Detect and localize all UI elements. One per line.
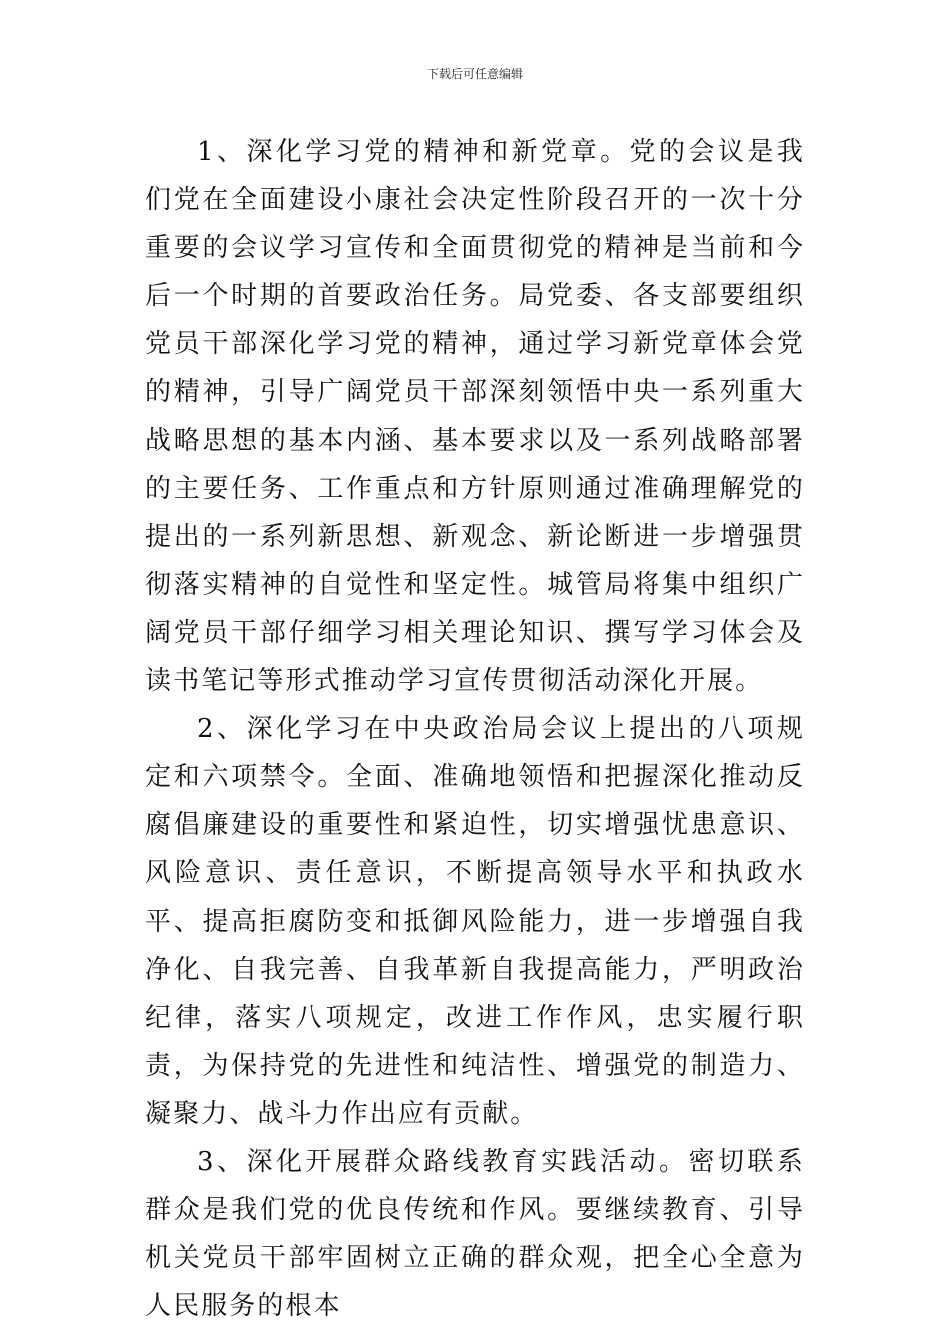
paragraph-2: 2、深化学习在中央政治局会议上提出的八项规定和六项禁令。全面、准确地领悟和把握深化推动反腐倡廉建设的重要性和紧迫性，切实增强忧患意识、风险意识、责任意识，不断提高领导水平和执政水平、提高拒腐防变和抵御风险能力，进一步增强自我净化、自我完善、自我革新自我提高能力，严明政治纪律，落实八项规定，改进工作作风，忠实履行职责，为保持党的先进性和纯洁性、增强党的制造力、凝聚力、战斗力作出应有贡献。 xyxy=(145,714,805,1129)
document-body xyxy=(145,128,805,1330)
paragraph-3: 3、深化开展群众路线教育实践活动。密切联系群众是我们党的优良传统和作风。要继续教育、引导机关党员干部牢固树立正确的群众观，把全心全意为人民服务的根本 xyxy=(145,1146,805,1322)
paragraph-1: 1、深化学习党的精神和新党章。党的会议是我们党在全面建设小康社会决定性阶段召开的一次十分重要的会议学习宣传和全面贯彻党的精神是当前和今后一个时期的首要政治任务。局党委、各支部要组织党员干部深化学习党的精神，通过学习新党章体会党的精神，引导广阔党员干部深刻领悟中央一系列重大战略思想的基本内涵、基本要求以及一系列战略部署的主要任务、工作重点和方针原则通过准确理解党的提出的一系列新思想、新观念、新论断进一步增强贯彻落实精神的自觉性和坚定性。城管局将集中组织广阔党员干部仔细学习相关理论知识、撰写学习体会及读书笔记等形式推动学习宣传贯彻活动深化开展。 xyxy=(145,137,805,697)
page-header: 下载后可任意编辑 xyxy=(426,67,523,81)
